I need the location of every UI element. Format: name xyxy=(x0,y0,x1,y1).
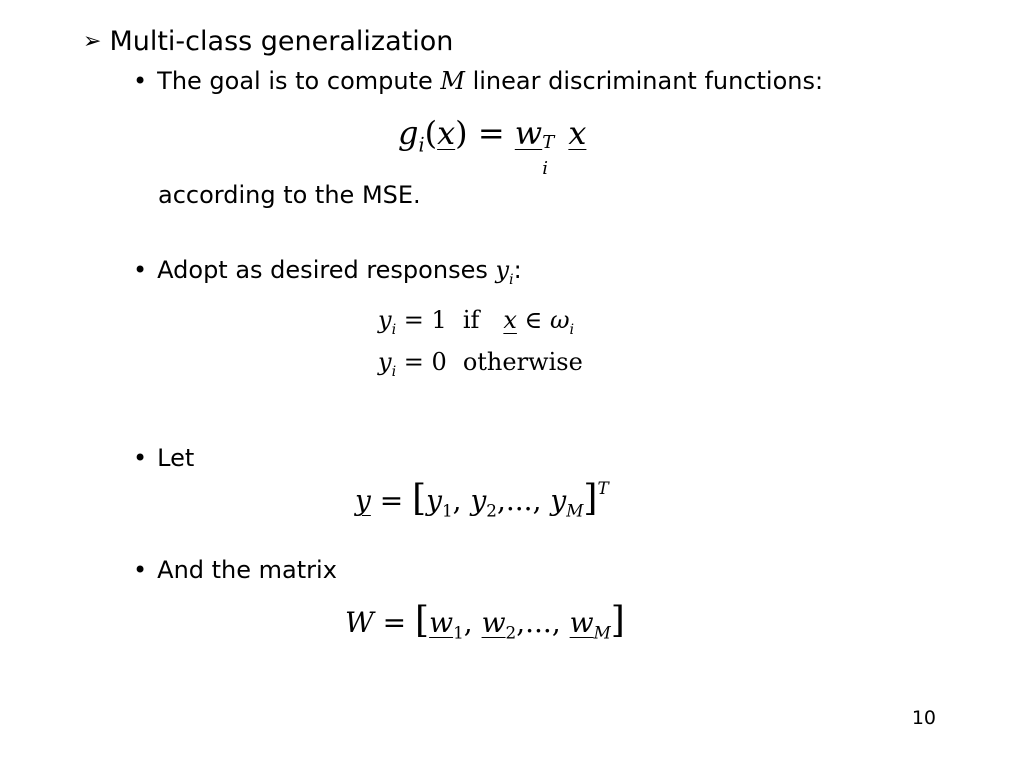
wm-rbracket: ] xyxy=(610,600,625,641)
r1-in: ∈ xyxy=(516,306,550,334)
r1-cond: if xyxy=(462,306,480,334)
eq-close-paren: ) xyxy=(455,114,468,152)
eq-open-paren: ( xyxy=(424,114,438,152)
r1-rhs: = 1 xyxy=(396,306,447,334)
eq-x: x xyxy=(437,114,456,152)
eq-g: g xyxy=(398,114,419,152)
arrow-bullet-icon: ➢ xyxy=(83,29,102,54)
wm-w1: w xyxy=(429,606,454,639)
yv-T: T xyxy=(597,477,609,498)
eq-w-sup: T xyxy=(542,132,555,153)
eq-x2: x xyxy=(568,114,587,152)
yv-yM: y xyxy=(550,484,567,517)
yv-comma: , xyxy=(452,484,471,517)
wm-wM: w xyxy=(569,606,594,639)
yv-lbracket: [ xyxy=(412,478,427,519)
eq-g-sub: i xyxy=(418,133,425,157)
bullet-dot-icon: • xyxy=(133,67,148,95)
yv-sM: M xyxy=(566,500,584,521)
wm-s1: 1 xyxy=(453,622,464,643)
yv-s1: 1 xyxy=(441,500,453,521)
wm-sM: M xyxy=(593,622,611,643)
matrix-text: And the matrix xyxy=(157,556,337,584)
equation-W-matrix xyxy=(345,600,625,643)
r1-y: y xyxy=(378,306,392,334)
eq-equals: = xyxy=(467,114,515,152)
page-number: 10 xyxy=(911,707,936,729)
equation-response-0 xyxy=(378,348,583,380)
goal-text-post: linear discriminant functions: xyxy=(464,67,824,95)
bullet-let xyxy=(133,444,194,472)
goal-text-pre: The goal is to compute xyxy=(157,67,441,95)
let-text: Let xyxy=(157,444,195,472)
wm-dots: ,..., xyxy=(516,606,570,639)
yv-equals: = xyxy=(370,484,413,517)
yv-y: y xyxy=(355,484,371,517)
yv-s2: 2 xyxy=(486,500,497,521)
wm-lbracket: [ xyxy=(415,600,430,641)
desired-text: Adopt as desired responses xyxy=(157,256,496,284)
eq-w-sub: i xyxy=(542,158,548,179)
bullet-matrix xyxy=(133,556,337,584)
r0-y: y xyxy=(378,348,392,376)
equation-response-1 xyxy=(378,306,574,338)
wm-W: W xyxy=(345,606,374,639)
bullet-dot-icon: • xyxy=(133,556,148,584)
yv-rbracket: ] xyxy=(583,478,598,519)
bullet-desired xyxy=(133,256,522,288)
bullet-dot-icon: • xyxy=(133,444,148,472)
yv-y2: y xyxy=(470,484,487,517)
goal-M: M xyxy=(440,67,465,95)
r0-cond: otherwise xyxy=(462,348,583,376)
wm-equals: = xyxy=(373,606,416,639)
r1-omega-sub: i xyxy=(569,321,575,338)
wm-w2: w xyxy=(481,606,506,639)
slide-heading xyxy=(83,26,453,57)
r0-sub: i xyxy=(391,363,397,380)
desired-y-sub: i xyxy=(509,271,514,288)
eq-w: w xyxy=(514,114,543,152)
bullet-dot-icon: • xyxy=(133,256,148,284)
equation-discriminant xyxy=(398,114,587,179)
mse-text: according to the MSE. xyxy=(158,181,421,209)
equation-y-vector xyxy=(355,478,609,521)
r1-sub: i xyxy=(391,321,397,338)
desired-y: y xyxy=(495,256,510,284)
desired-colon: : xyxy=(513,256,522,284)
heading-text: Multi-class generalization xyxy=(109,26,454,57)
bullet-goal xyxy=(133,67,823,95)
wm-s2: 2 xyxy=(505,622,517,643)
wm-comma: , xyxy=(463,606,482,639)
yv-dots: ,..., xyxy=(496,484,551,517)
r1-x: x xyxy=(503,306,517,334)
r0-rhs: = 0 xyxy=(396,348,447,376)
yv-y1: y xyxy=(426,484,442,517)
r1-omega: ω xyxy=(549,306,570,334)
